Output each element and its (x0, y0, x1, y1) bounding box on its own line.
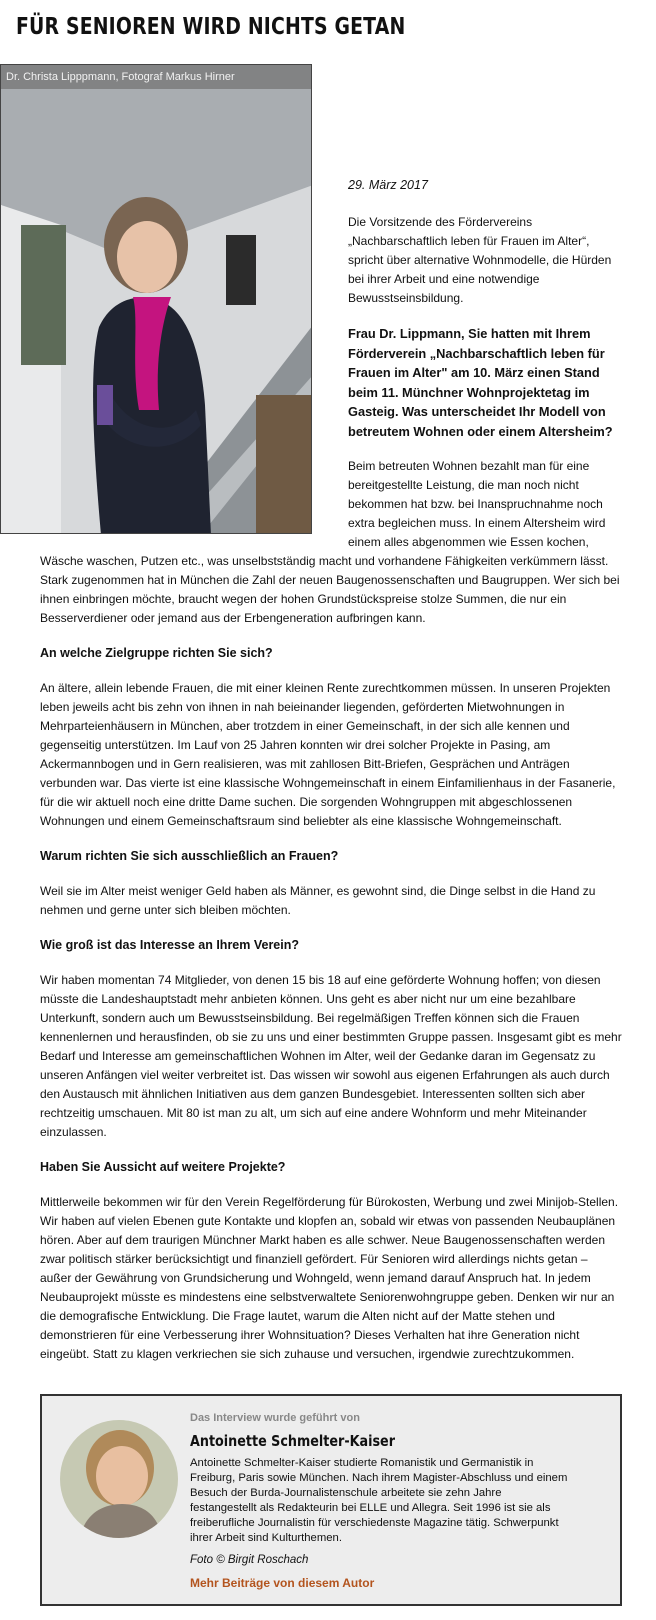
article-date: 29. März 2017 (348, 178, 428, 192)
article-body (6, 64, 622, 1380)
question-3: Warum richten Sie sich ausschließlich an Frauen? (40, 849, 339, 863)
answer-2: An ältere, allein lebende Frauen, die mit einer kleinen Rente zurechtkommen müssen. In unseren Projekten leben jeweils acht bis zehn von ihnen in nah beieinander liegenden, geförderten Mietwohnungen in Mehrparteienhäusern in München, aber trotzdem in einer Gemeinschaft, in der sich alle kennen und gegenseitig unterstützen. Im Lauf von 25 Jahren konnten wir drei solcher Projekte in Pasing, am Ackermannbogen und in Gern realisieren, was mit zahllosen Bitt-Briefen, Gesprächen und Anträgen verbunden war. Das vierte ist eine klassische Wohngemeinschaft in einem Einfamilienhaus in der Fasanerie, für die wir aktuell noch eine dritte Dame suchen. Die sorgenden Wohngruppen mit abgeschlossenen Wohnungen und einem Gemeinschaftsraum sind beliebter als eine klassische Wohngemeinschaft. (40, 681, 616, 828)
photo-credit: Dr. Christa Lipppmann, Fotograf Markus Hirner (1, 65, 311, 89)
author-description: Antoinette Schmelter-Kaiser studierte Romanistik und Germanistik in Freiburg, Paris sowie München. Nach ihrem Magister-Abschluss und einem Besuch der Burda-Journalistenschule arbeitete sie zehn Jahre festangestellt als Redakteurin bei ELLE und Allegra. Seit 1996 ist sie als freiberufliche Journalistin für verschiedenste Magazine tätig. Schwerpunkt ihrer Arbeit sind Kulturthemen. (190, 1457, 568, 1544)
author-bio-text (190, 1412, 570, 1592)
question-1: Frau Dr. Lippmann, Sie hatten mit Ihrem Förderverein „Nachbarschaftlich leben für Frauen im Alter" am 10. März einen Stand beim 11. Münchner Wohnprojektetag im Gasteig. Was unterscheidet Ihr Modell von betreutem Wohnen oder einem Altersheim? (348, 326, 613, 439)
author-name: Antoinette Schmelter-Kaiser (190, 1432, 395, 1450)
author-bio-box (40, 1394, 622, 1606)
portrait-photo (0, 64, 312, 534)
more-articles-link[interactable]: Mehr Beiträge von diesem Autor (190, 1576, 375, 1590)
portrait-illustration (1, 65, 312, 534)
answer-3: Weil sie im Alter meist weniger Geld haben als Männer, es gewohnt sind, die Dinge selbst in die Hand zu nehmen und gerne unter sich bleiben möchten. (40, 884, 596, 917)
answer-1: Beim betreuten Wohnen bezahlt man für eine bereitgestellte Leistung, die man noch nicht bekommen hat bzw. bei Inanspruchnahme noch extra begleichen muss. In einem Altersheim wird einem alles abgenommen wie Essen kochen, Wäsche waschen, Putzen etc., was unselbstständig macht und vorhandene Fähigkeiten verkümmern lässt. Stark zugenommen hat in München die Zahl der neuen Baugenossenschaften und Baugruppen. Wer sich bei ihnen einbringen möchte, braucht wegen der hohen Grundstückspreise stolze Summen, die nur ein Besserverdiener oder jemand aus der Erbengeneration aufbringen kann. (40, 459, 620, 625)
question-4: Wie groß ist das Interesse an Ihrem Verein? (40, 938, 300, 952)
question-2: An welche Zielgruppe richten Sie sich? (40, 646, 273, 660)
answer-5: Mittlerweile bekommen wir für den Verein Regelförderung für Bürokosten, Werbung und zwei Minijob-Stellen. Wir haben auf vielen Ebenen gute Kontakte und klopfen an, sobald wir etwas von passenden Neubauplänen hören. Aber auf dem traurigen Münchner Markt haben es alle schwer. Neue Baugenossenschaften werden zwar politisch stärker berücksichtigt und finanziell gefördert. Für Senioren wird allerdings nichts getan – außer der Gewährung von Grundsicherung und Wohngeld, wenn jemand darauf Anspruch hat. In jedem Neubauprojekt müsste es mindestens eine selbstverwaltete Seniorenwohngruppe geben. Denken wir nur an die demografische Entwicklung. Die Frage lautet, warum die Alten nicht auf der Matte stehen und demonstrieren für eine Verbesserung ihrer Wohnsituation? Dieses Verhalten hat ihre Generation nicht eingeübt. Statt zu klagen verkriechen sie sich zuhause und versuchen, irgendwie zurechtzukommen. (40, 1195, 619, 1361)
page-title: FÜR SENIOREN WIRD NICHTS GETAN (16, 14, 406, 40)
author-avatar-illustration (60, 1420, 178, 1538)
author-avatar (60, 1420, 178, 1538)
answer-4: Wir haben momentan 74 Mitglieder, von denen 15 bis 18 auf eine geförderte Wohnung hoffen; von diesen müsste die Landeshauptstadt mehr anbieten können. Uns geht es aber nicht nur um eine bezahlbare Unterkunft, sondern auch um Bewusstseinsbildung. Bei regelmäßigen Treffen können sich die Frauen kennenlernen und herausfinden, ob sie zu uns und einer bestimmten Gruppe passen. Insgesamt gibt es mehr Bedarf und Interesse am gemeinschaftlichen Wohnen im Alter, weil der Gedanke daran im Gegensatz zu unseren Anfängen viel weiter verbreitet ist. Das wissen wir sowohl aus eigenen Erfahrungen als auch durch den Austausch mit ähnlichen Initiativen aus dem ganzen Bundesgebiet. Interessenten sollten sich aber rechtzeitig umschauen. Mit 80 ist man zu alt, um sich auf eine andere Wohnform und mehr Miteinander einzulassen. (40, 973, 622, 1139)
article-intro: Die Vorsitzende des Fördervereins „Nachbarschaftlich leben für Frauen im Alter“, spricht über alternative Wohnmodelle, die Hürden bei ihrer Arbeit und eine notwendige Bewusstseinsbildung. (348, 215, 612, 305)
question-5: Haben Sie Aussicht auf weitere Projekte? (40, 1160, 286, 1174)
author-kicker: Das Interview wurde geführt von (190, 1412, 360, 1424)
author-photo-credit: Foto © Birgit Roschach (190, 1554, 309, 1566)
portrait-figure (0, 64, 312, 534)
